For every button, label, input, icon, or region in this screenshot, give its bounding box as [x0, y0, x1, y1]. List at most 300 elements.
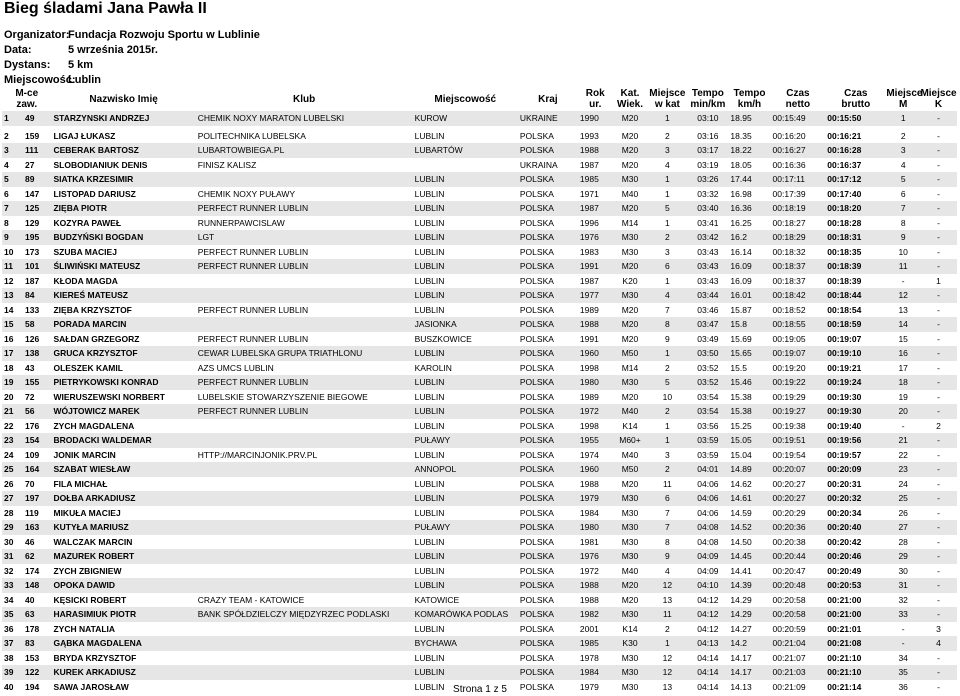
- cell-club: BANK SPÓŁDZIELCZY MIĘDZYRZEC PODLASKI: [196, 607, 413, 622]
- cell-category: M14: [621, 362, 639, 373]
- cell-country: POLSKA: [519, 623, 554, 634]
- cell-place: 7: [2, 201, 23, 216]
- cell-gross-time: 00:20:53: [825, 578, 886, 593]
- cell-net-time: 00:16:20: [772, 130, 806, 141]
- cell-pace-km-h: 15.5: [730, 362, 747, 373]
- table-row: [2, 665, 957, 680]
- cell-pace-km-h: 16.09: [730, 275, 752, 286]
- cell-place: 18: [4, 362, 14, 373]
- cell-place: 15: [2, 317, 23, 332]
- cell-net-time: 00:20:36: [771, 520, 826, 535]
- cell-category-place: 4: [647, 288, 687, 303]
- cell-category-place: 1: [647, 111, 687, 126]
- cell-category: M30: [621, 507, 639, 518]
- cell-place-k: -: [937, 565, 940, 576]
- cell-year: 1989: [579, 391, 599, 402]
- cell-bib: 129: [25, 217, 40, 228]
- cell-year: 1988: [578, 143, 613, 158]
- cell-category: M20: [613, 111, 648, 126]
- cell-name: ZIĘBA KRZYSZTOF: [53, 304, 132, 315]
- cell-city: LUBLIN: [414, 623, 445, 634]
- cell-pace-km-h: 15.46: [728, 375, 770, 390]
- cell-category: M40: [613, 404, 648, 419]
- page-number: Strona 1 z 5: [453, 684, 507, 695]
- cell-gross-time: 00:17:12: [825, 172, 886, 187]
- cell-pace-km-h: 16.98: [730, 188, 752, 199]
- cell-year: 1987: [578, 201, 613, 216]
- cell-place: 17: [2, 346, 23, 361]
- cell-net-time: 00:19:22: [771, 375, 826, 390]
- cell-country: POLSKA: [519, 507, 554, 518]
- cell-category-place: 3: [647, 143, 687, 158]
- cell-category: M20: [621, 478, 639, 489]
- cell-pace-km-h: 14.62: [730, 478, 752, 489]
- cell-pace-km-h: 14.89: [728, 462, 770, 477]
- cell-country: POLSKA: [518, 259, 578, 274]
- cell-place-m: 13: [898, 304, 908, 315]
- cell-place: 20: [4, 391, 14, 402]
- cell-net-time: 00:20:58: [772, 594, 806, 605]
- cell-country: POLSKA: [518, 636, 578, 651]
- cell-pace-km-h: 18.35: [730, 130, 752, 141]
- cell-country: POLSKA: [518, 346, 578, 361]
- table-row: [2, 506, 957, 521]
- cell-year: 1983: [579, 246, 599, 257]
- cell-year: 1960: [578, 462, 613, 477]
- cell-place-m: 23: [886, 462, 920, 477]
- cell-year: 1988: [579, 594, 599, 605]
- cell-name: CEBERAK BARTOSZ: [51, 143, 195, 158]
- header-pace-min-km: Tempo min/km: [690, 88, 726, 110]
- cell-year: 1985: [578, 172, 613, 187]
- cell-category-place: 1: [647, 172, 687, 187]
- cell-gross-time: 00:18:20: [825, 201, 886, 216]
- cell-club: [196, 477, 413, 492]
- cell-year: 1982: [578, 607, 613, 622]
- cell-club: [196, 665, 413, 680]
- cell-name: KUTYŁA MARIUSZ: [51, 520, 195, 535]
- cell-net-time: 00:20:48: [771, 578, 826, 593]
- cell-bib: 83: [23, 636, 51, 651]
- cell-place-k: -: [937, 333, 940, 344]
- cell-name: KĘSICKI ROBERT: [53, 594, 127, 605]
- cell-name: WALCZAK MARCIN: [53, 536, 133, 547]
- cell-place-k: -: [937, 304, 940, 315]
- cell-net-time: 00:20:47: [772, 565, 806, 576]
- table-row: [2, 201, 957, 216]
- cell-place-k: -: [920, 578, 957, 593]
- cell-country: POLSKA: [519, 652, 554, 663]
- cell-club: PERFECT RUNNER LUBLIN: [196, 375, 413, 390]
- cell-city: LUBLIN: [414, 217, 445, 228]
- cell-place-k: -: [937, 188, 940, 199]
- cell-place-k: -: [920, 201, 957, 216]
- cell-place-k: -: [937, 159, 940, 170]
- cell-year: 1988: [578, 578, 613, 593]
- cell-place: 11: [2, 259, 23, 274]
- cell-bib: 178: [25, 623, 40, 634]
- cell-city: BUSZKOWICE: [414, 333, 472, 344]
- cell-city: LUBLIN: [414, 478, 445, 489]
- cell-place-k: -: [920, 433, 957, 448]
- cell-gross-time: 00:19:10: [825, 346, 886, 361]
- cell-place: 4: [4, 159, 9, 170]
- cell-pace-min-km: 03:42: [687, 230, 728, 245]
- cell-net-time: 00:20:59: [772, 623, 806, 634]
- cell-name: OPOKA DAWID: [51, 578, 195, 593]
- cell-category: M50: [613, 346, 648, 361]
- cell-pace-min-km: 04:12: [687, 607, 728, 622]
- cell-category-place: 8: [647, 317, 687, 332]
- cell-net-time: 00:19:51: [771, 433, 826, 448]
- cell-pace-min-km: 03:10: [687, 111, 728, 126]
- cell-place: 34: [4, 594, 14, 605]
- cell-pace-km-h: 16.2: [728, 230, 770, 245]
- cell-place: 25: [2, 462, 23, 477]
- cell-gross-time: 00:18:44: [825, 288, 886, 303]
- cell-category-place: 12: [662, 652, 673, 663]
- cell-pace-min-km: 03:50: [687, 346, 728, 361]
- cell-pace-min-km: 03:43: [687, 259, 728, 274]
- cell-place-k: -: [920, 230, 957, 245]
- cell-place-m: 10: [898, 246, 908, 257]
- cell-city: PUŁAWY: [413, 520, 518, 535]
- cell-gross-time: 00:21:00: [825, 607, 886, 622]
- cell-name: MIKUŁA MACIEJ: [53, 507, 121, 518]
- cell-category-place: 8: [664, 536, 670, 547]
- cell-pace-km-h: 14.13: [730, 681, 752, 692]
- cell-year: 1993: [579, 130, 599, 141]
- cell-place: 10: [4, 246, 14, 257]
- cell-place: 39: [2, 665, 23, 680]
- cell-city: LUBLIN: [413, 375, 518, 390]
- cell-place: 35: [2, 607, 23, 622]
- cell-country: POLSKA: [518, 172, 578, 187]
- cell-gross-time: 00:16:21: [827, 130, 862, 141]
- date-label: Data:: [4, 44, 32, 56]
- cell-place-m: 33: [886, 607, 920, 622]
- cell-city: KUROW: [413, 111, 518, 126]
- cell-club: [196, 491, 413, 506]
- cell-pace-min-km: 04:09: [687, 549, 728, 564]
- cell-year: 1996: [579, 217, 599, 228]
- cell-gross-time: 00:18:39: [827, 275, 862, 286]
- cell-country: POLSKA: [519, 594, 554, 605]
- cell-place: 16: [4, 333, 14, 344]
- cell-place-m: 12: [886, 288, 920, 303]
- cell-pace-km-h: 16.14: [730, 246, 752, 257]
- cell-pace-km-h: 15.38: [730, 391, 752, 402]
- cell-net-time: 00:18:37: [771, 259, 826, 274]
- cell-pace-km-h: 14.17: [728, 665, 770, 680]
- cell-gross-time: 00:19:24: [825, 375, 886, 390]
- cell-pace-min-km: 04:01: [687, 462, 728, 477]
- cell-place-k: 2: [936, 420, 941, 431]
- cell-country: POLSKA: [518, 462, 578, 477]
- cell-gross-time: 00:16:37: [827, 159, 862, 170]
- cell-place-m: 4: [900, 159, 906, 170]
- cell-place: 14: [4, 304, 14, 315]
- cell-place-m: 32: [898, 594, 908, 605]
- table-row: [2, 274, 957, 289]
- cell-pace-min-km: 03:41: [697, 217, 719, 228]
- cell-category: K20: [622, 275, 638, 286]
- cell-pace-min-km: 03:56: [697, 420, 719, 431]
- cell-bib: 63: [23, 607, 51, 622]
- cell-gross-time: 00:21:14: [827, 681, 862, 692]
- cell-net-time: 00:21:07: [772, 652, 806, 663]
- cell-bib: 109: [25, 449, 40, 460]
- table-row: [2, 303, 957, 318]
- cell-city: LUBLIN: [413, 404, 518, 419]
- cell-pace-min-km: 03:54: [697, 391, 719, 402]
- cell-club: AZS UMCS LUBLIN: [197, 362, 274, 373]
- cell-bib: 40: [25, 594, 35, 605]
- cell-place-m: -: [901, 623, 905, 634]
- cell-pace-min-km: 03:43: [697, 275, 719, 286]
- cell-bib: 173: [25, 246, 40, 257]
- cell-category-place: 1: [647, 636, 687, 651]
- cell-pace-min-km: 03:16: [697, 130, 719, 141]
- cell-bib: 125: [23, 201, 51, 216]
- table-row: [2, 564, 957, 579]
- cell-net-time: 00:20:29: [772, 507, 806, 518]
- header-place-in-category: Miejsce w kat: [649, 88, 686, 110]
- cell-city: LUBLIN: [413, 230, 518, 245]
- cell-place-m: 31: [886, 578, 920, 593]
- cell-name: BRYDA KRZYSZTOF: [53, 652, 137, 663]
- cell-place-m: 18: [886, 375, 920, 390]
- cell-club: LUBARTOWBIEGA.PL: [196, 143, 413, 158]
- cell-pace-min-km: 03:59: [687, 433, 728, 448]
- cell-place-m: 27: [886, 520, 920, 535]
- cell-place-k: -: [920, 111, 957, 126]
- cell-place: 36: [4, 623, 14, 634]
- cell-place-k: -: [920, 346, 957, 361]
- cell-country: POLSKA: [518, 201, 578, 216]
- cell-club: CRAZY TEAM - KATOWICE: [197, 594, 305, 605]
- table-row: [2, 332, 957, 347]
- table-row: [2, 230, 957, 245]
- cell-club: [196, 520, 413, 535]
- cell-club: CEWAR LUBELSKA GRUPA TRIATHLONU: [196, 346, 413, 361]
- cell-name: MAZUREK ROBERT: [51, 549, 195, 564]
- cell-category: M20: [621, 159, 639, 170]
- cell-name: SZABAT WIESŁAW: [51, 462, 195, 477]
- cell-place-k: -: [920, 665, 957, 680]
- cell-gross-time: 00:20:40: [825, 520, 886, 535]
- cell-place-m: 30: [898, 565, 908, 576]
- cell-net-time: 00:18:42: [771, 288, 826, 303]
- cell-year: 1991: [578, 259, 613, 274]
- cell-category: M20: [621, 594, 639, 605]
- cell-place-m: 3: [886, 143, 920, 158]
- cell-pace-km-h: 15.05: [728, 433, 770, 448]
- cell-place: 27: [2, 491, 23, 506]
- table-row: [2, 520, 957, 535]
- cell-city: LUBLIN: [414, 507, 445, 518]
- cell-pace-min-km: 03:49: [697, 333, 719, 344]
- cell-place-k: -: [937, 217, 940, 228]
- cell-city: LUBLIN: [413, 288, 518, 303]
- header-year: Rok ur.: [585, 88, 605, 110]
- cell-year: 1979: [578, 491, 613, 506]
- cell-place-m: 15: [898, 333, 908, 344]
- cell-gross-time: 00:21:00: [827, 594, 862, 605]
- table-row: [2, 593, 957, 608]
- cell-place-k: -: [937, 130, 940, 141]
- table-row: [2, 317, 957, 332]
- table-row: [2, 433, 957, 448]
- cell-place: 29: [2, 520, 23, 535]
- cell-country: POLSKA: [519, 681, 554, 692]
- cell-name: ŚLIWIŃSKI MATEUSZ: [51, 259, 195, 274]
- cell-bib: 119: [25, 507, 39, 518]
- cell-club: [196, 317, 413, 332]
- cell-net-time: 00:18:32: [772, 246, 806, 257]
- cell-pace-min-km: 03:59: [697, 449, 719, 460]
- cell-bib: 70: [25, 478, 35, 489]
- cell-country: POLSKA: [518, 230, 578, 245]
- cell-place-m: 25: [886, 491, 920, 506]
- cell-bib: 138: [23, 346, 51, 361]
- header-pace-km-h: Tempo km/h: [733, 88, 766, 110]
- cell-pace-km-h: 14.41: [730, 565, 752, 576]
- cell-year: 1987: [579, 275, 599, 286]
- cell-place-k: -: [920, 259, 957, 274]
- header-net-time: Czas netto: [785, 88, 811, 110]
- location-value: Lublin: [68, 74, 101, 86]
- cell-name: DOŁBA ARKADIUSZ: [51, 491, 195, 506]
- cell-category: M20: [621, 391, 639, 402]
- cell-net-time: 00:19:27: [771, 404, 826, 419]
- cell-place: 9: [2, 230, 23, 245]
- table-row: [2, 143, 957, 158]
- cell-place-m: -: [901, 275, 905, 286]
- cell-name: SZUBA MACIEJ: [53, 246, 117, 257]
- cell-place: 5: [2, 172, 23, 187]
- cell-name: SAŁDAN GRZEGORZ: [53, 333, 140, 344]
- cell-gross-time: 00:18:54: [827, 304, 862, 315]
- cell-bib: 46: [25, 536, 35, 547]
- table-row: [2, 462, 957, 477]
- cell-gross-time: 00:18:31: [825, 230, 886, 245]
- cell-pace-min-km: 04:08: [687, 520, 728, 535]
- date-row: [4, 43, 260, 58]
- cell-name: SLOBODIANIUK DENIS: [53, 159, 148, 170]
- cell-club: PERFECT RUNNER LUBLIN: [197, 333, 309, 344]
- organizer-label: Organizator:: [4, 29, 70, 41]
- cell-pace-min-km: 03:19: [697, 159, 719, 170]
- cell-place-k: -: [920, 404, 957, 419]
- cell-place-m: 29: [886, 549, 920, 564]
- cell-name: WIERUSZEWSKI NORBERT: [53, 391, 165, 402]
- cell-club: [196, 288, 413, 303]
- cell-gross-time: 00:20:31: [827, 478, 862, 489]
- cell-net-time: 00:15:49: [771, 111, 826, 126]
- cell-place-k: -: [937, 536, 940, 547]
- cell-pace-km-h: 14.52: [728, 520, 770, 535]
- table-row: [2, 111, 957, 126]
- cell-place-k: -: [920, 520, 957, 535]
- cell-place-k: -: [937, 478, 940, 489]
- cell-country: POLSKA: [518, 143, 578, 158]
- cell-bib: 194: [25, 681, 40, 692]
- cell-name: ZYCH MAGDALENA: [53, 420, 135, 431]
- cell-place-m: 36: [898, 681, 908, 692]
- cell-bib: 43: [25, 362, 35, 373]
- cell-gross-time: 00:18:39: [825, 259, 886, 274]
- cell-city: KOMARÓWKA PODLAS: [413, 607, 518, 622]
- cell-category: M30: [613, 491, 648, 506]
- cell-bib: 164: [23, 462, 51, 477]
- cell-country: POLSKA: [518, 375, 578, 390]
- header-club: Klub: [293, 93, 316, 105]
- cell-country: POLSKA: [518, 549, 578, 564]
- cell-year: 1998: [579, 362, 599, 373]
- cell-city: LUBLIN: [413, 346, 518, 361]
- cell-category-place: 1: [664, 217, 670, 228]
- cell-bib: 122: [23, 665, 51, 680]
- cell-name: PIETRYKOWSKI KONRAD: [51, 375, 195, 390]
- cell-category-place: 5: [647, 375, 687, 390]
- cell-place-m: 35: [886, 665, 920, 680]
- cell-category: M20: [613, 201, 648, 216]
- table-row: [2, 158, 957, 173]
- cell-name: JONIK MARCIN: [53, 449, 116, 460]
- table-row: [2, 448, 957, 463]
- cell-city: PUŁAWY: [413, 433, 518, 448]
- cell-place-m: 11: [886, 259, 920, 274]
- cell-pace-min-km: 04:12: [697, 594, 719, 605]
- table-row: [2, 607, 957, 622]
- table-row: [2, 390, 957, 405]
- cell-gross-time: 00:20:49: [827, 565, 862, 576]
- cell-place: 2: [4, 130, 9, 141]
- cell-pace-km-h: 14.45: [728, 549, 770, 564]
- cell-gross-time: 00:18:59: [825, 317, 886, 332]
- cell-place-k: -: [920, 172, 957, 187]
- cell-club: [196, 622, 413, 637]
- cell-name: PORADA MARCIN: [51, 317, 195, 332]
- cell-place: 23: [2, 433, 23, 448]
- cell-net-time: 00:20:27: [772, 478, 806, 489]
- cell-bib: 153: [25, 652, 40, 663]
- cell-category-place: 3: [664, 246, 670, 257]
- cell-bib: 101: [23, 259, 51, 274]
- organizer-value: Fundacja Rozwoju Sportu w Lublinie: [68, 29, 260, 41]
- cell-place: 40: [4, 681, 14, 692]
- cell-pace-km-h: 15.8: [728, 317, 770, 332]
- cell-country: POLSKA: [518, 288, 578, 303]
- cell-category-place: 10: [662, 391, 673, 402]
- cell-name: BUDZYŃSKI BOGDAN: [51, 230, 195, 245]
- header-row: [2, 87, 957, 111]
- cell-year: 1972: [578, 404, 613, 419]
- cell-category-place: 9: [647, 549, 687, 564]
- cell-country: POLSKA: [519, 246, 554, 257]
- cell-club: PERFECT RUNNER LUBLIN: [197, 246, 309, 257]
- cell-place-m: -: [886, 636, 920, 651]
- cell-name: BRODACKI WALDEMAR: [51, 433, 195, 448]
- cell-pace-min-km: 04:08: [697, 536, 719, 547]
- cell-place-k: -: [937, 652, 940, 663]
- cell-net-time: 00:21:03: [771, 665, 826, 680]
- cell-city: LUBLIN: [414, 275, 445, 286]
- cell-country: UKRAINE: [518, 111, 578, 126]
- cell-net-time: 00:21:04: [771, 636, 826, 651]
- cell-place: 33: [2, 578, 23, 593]
